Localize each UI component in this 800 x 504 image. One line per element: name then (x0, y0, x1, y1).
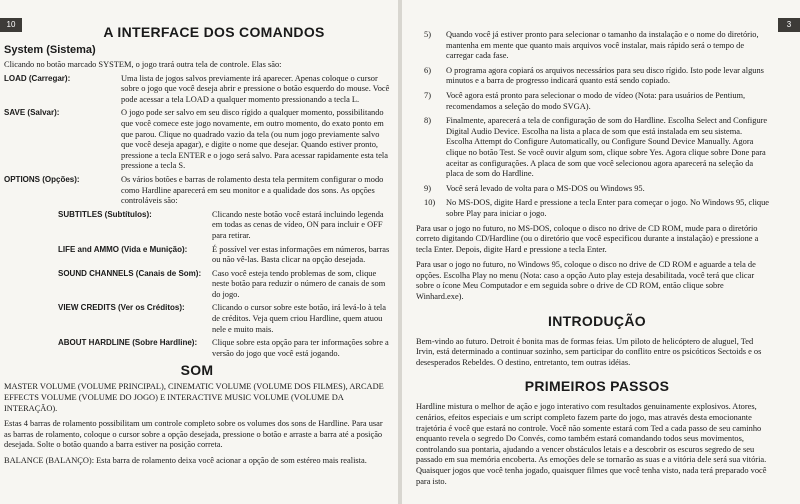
first-steps-paragraph: Hardline mistura o melhor de ação e jogo interativo com resultados genuinamente explosivos. Atores, cenários, efeitos especiais e um script completo fazem parte do jogo, mas através desta emocionante trajetória é você que estará no controle. Você não somente estará com Ted a cada passo de seu caminho enquanto revela o segredo Do Convés, como também estará comandando todos seus movimentos, controlando sua pontaria, ajudando a vencer obstáculos letais e a descobrir os escuros segredo de seu passado em sua memória encoberta. As emoções dele se tornarão as suas e a vitória dele será sua vitória. Quaisquer jogos que você tenha jogado, quaisquer filmes que você tenha visto, nada terá preparado você para isto. (416, 402, 767, 486)
page-number: 10 (0, 18, 22, 32)
left-content (4, 44, 390, 472)
right-page (402, 0, 800, 504)
item-definition: É possível ver estas informações em números, barras ou não vê-las. Basta clicar na opção desejada. (212, 244, 390, 265)
list-item (4, 108, 390, 172)
step-number: 7) (424, 90, 431, 100)
right-content (416, 30, 770, 492)
item-definition: Clicando neste botão você estará incluindo legenda em todas as cenas de vídeo, ON para incluir e OFF para retirar. (212, 209, 384, 240)
item-definition: Uma lista de jogos salvos previamente irá aparecer. Apenas coloque o cursor sobre o jogo que você deseja abrir e pressione o botão esquerdo do mouse. Você pode acessar a tela LOAD a qualquer momento pressionando a tecla L. (121, 73, 390, 104)
option-subitems (58, 210, 390, 360)
subsection-title: System (Sistema) (4, 44, 96, 56)
left-page (0, 0, 398, 504)
som-title: SOM (180, 362, 214, 379)
page-number: 3 (778, 18, 800, 32)
list-item (58, 338, 390, 359)
usage-paragraph: Para usar o jogo no futuro, no MS-DOS, coloque o disco no drive de CD ROM, mude para o diretório correto digitando CD/Hardline (ou o diretório que você especificou durante a instalação) e pressione a tecla Enter. Depois, digite Hard e pressione a tecla Enter. (416, 223, 759, 254)
list-item (58, 303, 390, 335)
item-term: LIFE and AMMO (Vida e Munição): (58, 244, 188, 254)
step-number: 6) (424, 65, 431, 75)
step-text: Você agora está pronto para selecionar o modo de vídeo (Nota: para usuários de Pentium, recomendamos a seleção do modo SVGA). (446, 90, 746, 111)
item-definition: Os vários botões e barras de rolamento desta tela permitem configurar o modo como Hardline aparecerá em seu monitor e a qualidade dos sons. As opções controláveis são: (121, 174, 384, 206)
som-paragraph: BALANCE (BALANÇO): Esta barra de rolamento deixa você acionar a opção de som estéreo mais realista. (4, 456, 367, 465)
step-number: 9) (424, 183, 431, 193)
step-text: Quando você já estiver pronto para selecionar o tamanho da instalação e o nome do diretório, mantenha em mente que quanto mais arquivos você instalar, mais rápido será o tempo de carregar cada fase. (446, 30, 759, 61)
item-term: SOUND CHANNELS (Canais de Som): (58, 268, 202, 278)
item-definition: Clicando o cursor sobre este botão, irá levá-lo à tela de créditos. Veja quem criou Hardline, quem atuou nele e muito mais. (212, 303, 386, 334)
left-header (40, 24, 388, 40)
system-intro: Clicando no botão marcado SYSTEM, o jogo trará outra tela de controle. Elas são: (4, 60, 282, 69)
list-item (424, 198, 770, 219)
item-term: VIEW CREDITS (Ver os Créditos): (58, 303, 185, 313)
step-number: 10) (424, 198, 436, 208)
system-items (4, 74, 390, 207)
item-definition: Clique sobre esta opção para ter informações sobre a versão do jogo que você está jogando. (212, 338, 389, 358)
list-item (4, 175, 390, 207)
step-text: No MS-DOS, digite Hard e pressione a tecla Enter para começar o jogo. No Windows 95, clique sobre Play para iniciar o jogo. (446, 198, 770, 218)
list-item (424, 66, 770, 87)
step-text: Você será levado de volta para o MS-DOS ou Windows 95. (446, 183, 645, 193)
list-item (424, 91, 770, 112)
som-paragraph: MASTER VOLUME (VOLUME PRINCIPAL), CINEMATIC VOLUME (VOLUME DOS FILMES), ARCADE EFFECTS VOLUME (VOLUME DO JOGO) E INTERACTIVE MUSIC VOLUME (VOLUME DA INTERAÇÃO). (4, 382, 384, 413)
intro-title: INTRODUÇÃO (548, 312, 646, 329)
section-title: A INTERFACE DOS COMANDOS (103, 24, 325, 40)
intro-paragraph: Bem-vindo ao futuro. Detroit é bonita mas de formas feias. Um piloto de helicóptero de aluguel, Ted Irvin, está determinado a continuar sozinho, sem participar do conflito entre os psicóticos Sectoids e os desesperados Rebeldes. O destino, entretanto, tem outras idéias. (416, 336, 762, 367)
step-text: O programa agora copiará os arquivos necessários para seu disco rígido. Isto pode levar alguns minutos e a barra de progresso indicará quanto está sendo copiado. (446, 65, 764, 86)
step-number: 8) (424, 116, 431, 126)
list-item (58, 269, 390, 301)
item-definition: Caso você esteja tendo problemas de som, clique neste botão para reduzir o número de canais de som do jogo. (212, 268, 386, 299)
step-text: Finalmente, aparecerá a tela de configuração de som do Hardline. Escolha Select and Configure Digital Audio Device. Escolha na lista a placa de som que está instalada em seu sistema. Escolha Attempt do Configure Automatically, ou Configure Sound Device Manually. Agora clique no botão Test. Se você ouvir algum som, clique sobre Yes. Agora clique sobre Done para aceitar as configurações. A placa de som que você selecionou agora aparecerá na seleção da placa de som do Hardline. (446, 116, 768, 179)
install-steps (424, 30, 770, 220)
item-term: LOAD (Carregar): (4, 73, 71, 83)
first-steps-title: PRIMEIROS PASSOS (524, 378, 670, 395)
som-paragraph: Estas 4 barras de rolamento possibilitam um controle completo sobre os volumes dos sons de Hardline. Para usar as barras de rolamento, coloque o cursor sobre a opção desejada, pressione o botão e arraste a barra até a posição desejada. Solte o botão quando a barra estiver na posição correta. (4, 419, 383, 450)
list-item (58, 245, 390, 266)
list-item (424, 30, 770, 62)
item-term: OPTIONS (Opções): (4, 174, 80, 184)
list-item (58, 210, 390, 242)
list-item (424, 116, 770, 180)
item-term: SAVE (Salvar): (4, 108, 60, 118)
item-term: SUBTITLES (Subtítulos): (58, 209, 152, 219)
step-number: 5) (424, 30, 431, 39)
item-definition: O jogo pode ser salvo em seu disco rígido a qualquer momento, possibilitando que você comece este jogo novamente, em outro momento, do exato ponto em que parou. Clique no quadrado vazio da tela (ou num jogo previamente salvo que você deseja apagar), e digite o nome que desejar. Quando estiver pronto, pressione a tecla ENTER e o jogo será salvo. Para acessar rapidamente esta tela pressione a tecla S. (121, 108, 388, 171)
item-term: ABOUT HARDLINE (Sobre Hardline): (58, 338, 198, 348)
list-item (424, 184, 770, 195)
list-item (4, 74, 390, 106)
usage-paragraph: Para usar o jogo no futuro, no Windows 95, coloque o disco no drive de CD ROM e aguarde a tela de opções. Escolha Play no menu (Nota: caso a opção Auto play esteja desabilitada, você terá que clicar sobre o ícone Meu Computador e em seguida sobre o drive de CD ROM, então clique sobre Winhard.exe). (416, 260, 756, 302)
